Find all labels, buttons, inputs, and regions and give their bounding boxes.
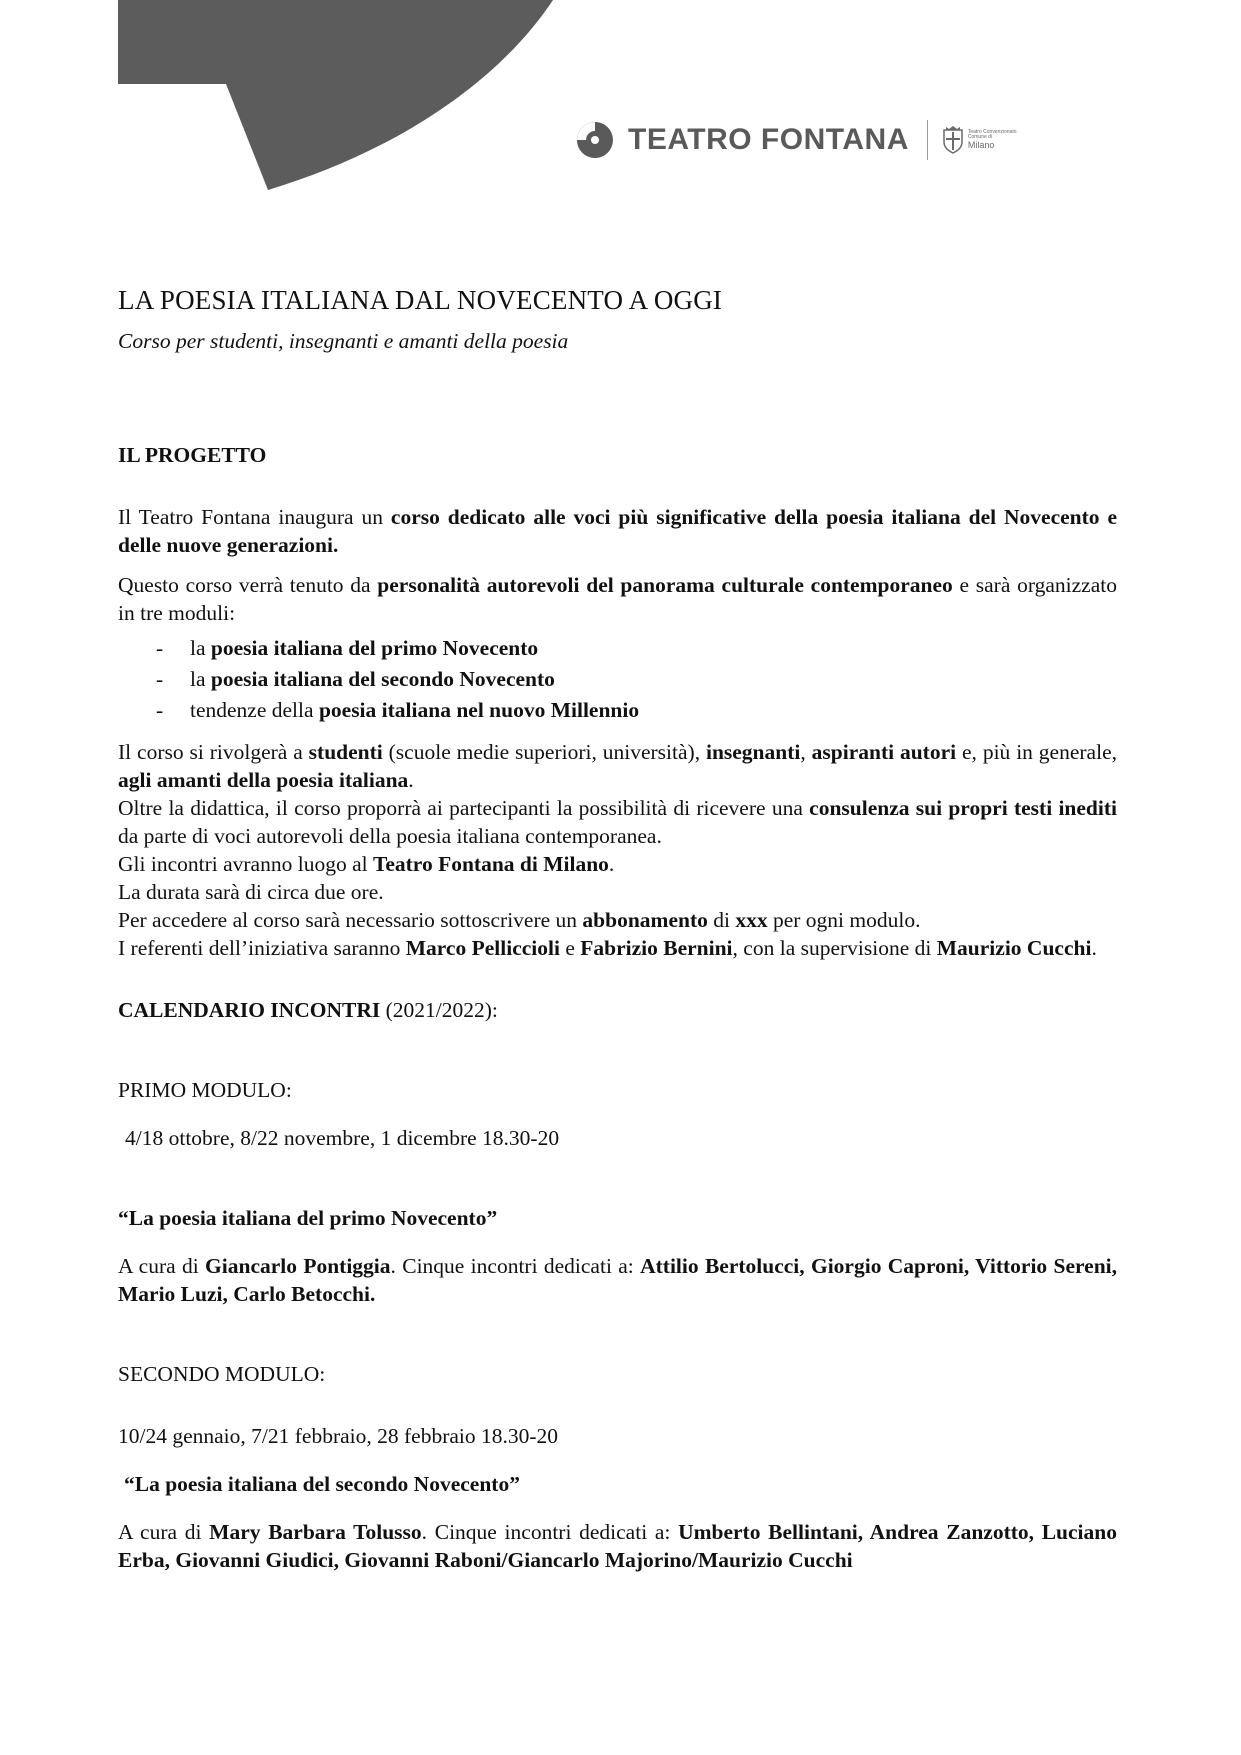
teatro-fontana-logo (574, 116, 1017, 164)
fontana-logo-icon (574, 119, 616, 161)
primo-modulo-description: A cura di Giancarlo Pontiggia. Cinque incontri dedicati a: Attilio Bertolucci, Giorgio Caproni, Vittorio Sereni, Mario Luzi, Carlo Betocchi. (118, 1254, 1118, 1306)
secondo-modulo-label: SECONDO MODULO: (118, 1362, 326, 1386)
paragraph-audience: Il corso si rivolgerà a studenti (scuole medie superiori, università), insegnanti, aspiranti autori e, più in generale, agli amanti della poesia italiana. (118, 740, 1117, 792)
paragraph-luogo: Gli incontri avranno luogo al Teatro Fontana di Milano. (118, 852, 615, 876)
document-subtitle: Corso per studenti, insegnanti e amanti della poesia (118, 329, 569, 353)
calendar-heading: CALENDARIO INCONTRI (2021/2022): (118, 998, 498, 1022)
progetto-heading: IL PROGETTO (118, 443, 267, 467)
list-item: - tendenze della poesia italiana nel nuovo Millennio (156, 695, 1117, 726)
paragraph-referenti: I referenti dell’iniziativa saranno Marco Pelliccioli e Fabrizio Bernini, con la supervisione di Maurizio Cucchi. (118, 936, 1097, 960)
paragraph-abbonamento: Per accedere al corso sarà necessario sottoscrivere un abbonamento di xxx per ogni modulo. (118, 908, 921, 932)
primo-modulo-label: PRIMO MODULO: (118, 1078, 292, 1102)
primo-modulo-dates: 4/18 ottobre, 8/22 novembre, 1 dicembre 18.30-20 (125, 1126, 560, 1150)
header-shape (0, 0, 560, 200)
secondo-modulo-dates: 10/24 gennaio, 7/21 febbraio, 28 febbraio 18.30-20 (118, 1424, 559, 1448)
list-item: - la poesia italiana del secondo Novecento (156, 664, 1117, 695)
secondo-modulo-description: A cura di Mary Barbara Tolusso. Cinque incontri dedicati a: Umberto Bellintani, Andrea Zanzotto, Luciano Erba, Giovanni Giudici, Giovanni Raboni/Giancarlo Majorino/Maurizio Cucchi (118, 1520, 1117, 1572)
primo-modulo-title: “La poesia italiana del primo Novecento” (118, 1206, 498, 1230)
comune-di-milano-logo (942, 126, 1017, 154)
list-item: - la poesia italiana del primo Novecento (156, 633, 1117, 664)
paragraph-intro: Il Teatro Fontana inaugura un corso dedicato alle voci più significative della poesia italiana del Novecento e delle nuove generazioni. (118, 505, 1117, 557)
document-body (118, 283, 1117, 1574)
crest-icon (942, 126, 964, 154)
modules-list (118, 633, 1117, 726)
paragraph-durata: La durata sarà di circa due ore. (118, 880, 384, 904)
paragraph-consulenza: Oltre la didattica, il corso proporrà ai partecipanti la possibilità di ricevere una consulenza sui propri testi inediti da parte di voci autorevoli della poesia italiana contemporanea. (118, 796, 1117, 848)
paragraph-moduli: Questo corso verrà tenuto da personalità autorevoli del panorama culturale contemporaneo e sarà organizzato in tre moduli: (118, 573, 1117, 625)
logo-text: TEATRO FONTANA (628, 123, 909, 156)
logo-divider (927, 120, 928, 160)
document-title: LA POESIA ITALIANA DAL NOVECENTO A OGGI (118, 285, 723, 315)
partner-city: Milano (967, 139, 995, 150)
partner-small-label: Teatro Convenzionato (967, 129, 1017, 136)
partner-label: Comune di (967, 134, 993, 141)
secondo-modulo-title: “La poesia italiana del secondo Novecento” (124, 1472, 520, 1496)
